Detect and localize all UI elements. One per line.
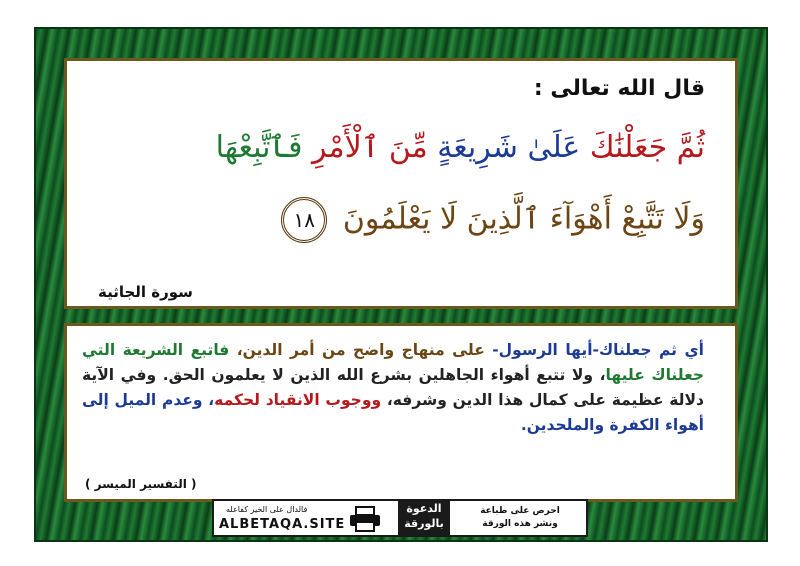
footer-call-line: ونشر هذه الورقة: [482, 519, 558, 529]
verse-word: عَلَىٰ: [527, 130, 581, 165]
surah-name: سورة الجاثية: [98, 283, 193, 301]
verse-word: فَٱتَّبِعْهَا: [215, 130, 303, 165]
footer-call: [470, 505, 570, 531]
tafsir-source: ( التفسير الميسر ): [85, 477, 197, 491]
verse-word: شَرِيعَةٍ: [437, 130, 518, 165]
footer-logo-line: الدعوة: [406, 502, 442, 515]
verse-text: وَلَا تَتَّبِعْ أَهْوَآءَ ٱلَّذِينَ لَا يَعْلَمُونَ: [342, 201, 705, 237]
verse-line-1: [216, 130, 705, 165]
tafsir-segment: على منهاج واضح من أمر الدين،: [229, 341, 493, 359]
footer-site[interactable]: ALBETAQA.SITE: [219, 517, 346, 532]
tafsir-segment: ووجوب الانقياد لحكمه: [214, 391, 382, 409]
printer-icon: [348, 506, 382, 532]
verse-number-ornament: ١٨: [281, 197, 327, 243]
verse-word: مِّنَ: [388, 130, 428, 165]
heading: قال الله تعالى :: [533, 76, 705, 101]
tafsir-segment: ، ولا تتبع أهواء الجاهلين بشرع الله الذين لا يعلمون الحق. وفي الآية دلالة عظيمة على كمال هذا الدين وشرفه،: [82, 366, 704, 409]
footer-logo-line: بالورقة: [404, 517, 444, 530]
footer-slogan: فالدال على الخير كفاعله: [226, 505, 308, 514]
verse-word: ٱلْأَمْرِ: [311, 130, 380, 165]
tafsir-segment: أي ثم جعلناك-أيها الرسول-: [492, 341, 704, 359]
tafsir-segment: فاتبع الشريعة التي جعلناك عليها: [82, 341, 705, 384]
tafsir-segment: ، وعدم الميل إلى أهواء الكفرة والملحدين.: [82, 391, 704, 434]
footer-call-line: احرص على طباعة: [480, 506, 560, 516]
verse-word: جَعَلْنَٰكَ: [589, 130, 668, 165]
tafsir-text: [82, 338, 704, 438]
verse-word: ثُمَّ: [676, 130, 705, 165]
verse-line-2: [281, 197, 705, 243]
footer-logo: [398, 501, 450, 535]
